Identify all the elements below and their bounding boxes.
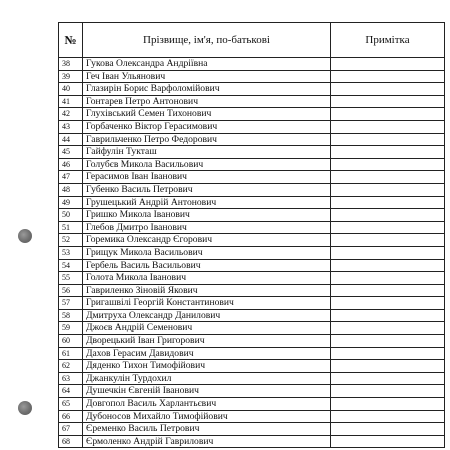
table-row xyxy=(59,372,445,385)
table-row xyxy=(59,58,445,71)
row-note xyxy=(331,372,445,385)
table-row xyxy=(59,272,445,285)
row-full-name: Дмитруха Олександр Данилович xyxy=(83,309,331,322)
row-note xyxy=(331,209,445,222)
table-row xyxy=(59,95,445,108)
row-note xyxy=(331,221,445,234)
table-row xyxy=(59,309,445,322)
table-row xyxy=(59,234,445,247)
row-number: 53 xyxy=(59,246,83,259)
row-note xyxy=(331,423,445,436)
row-full-name: Дахов Герасим Давидович xyxy=(83,347,331,360)
row-number: 60 xyxy=(59,335,83,348)
row-number: 41 xyxy=(59,95,83,108)
row-note xyxy=(331,398,445,411)
row-note xyxy=(331,171,445,184)
row-number: 55 xyxy=(59,272,83,285)
row-full-name: Душечкін Євгеній Іванович xyxy=(83,385,331,398)
table-row xyxy=(59,133,445,146)
row-full-name: Гайфулін Тукташ xyxy=(83,146,331,159)
row-number: 42 xyxy=(59,108,83,121)
row-full-name: Дубоносов Михайло Тимофійович xyxy=(83,410,331,423)
row-note xyxy=(331,272,445,285)
row-full-name: Джанкулін Турдохил xyxy=(83,372,331,385)
row-full-name: Дворецький Іван Григорович xyxy=(83,335,331,348)
row-full-name: Єременко Василь Петрович xyxy=(83,423,331,436)
table-row xyxy=(59,398,445,411)
row-note xyxy=(331,347,445,360)
row-full-name: Глазирін Борис Варфоломійович xyxy=(83,83,331,96)
row-full-name: Гонтарев Петро Антонович xyxy=(83,95,331,108)
row-note xyxy=(331,335,445,348)
row-note xyxy=(331,70,445,83)
table-row xyxy=(59,347,445,360)
row-number: 62 xyxy=(59,360,83,373)
table-row xyxy=(59,297,445,310)
row-full-name: Гришко Микола Іванович xyxy=(83,209,331,222)
table-row xyxy=(59,83,445,96)
row-number: 47 xyxy=(59,171,83,184)
row-number: 68 xyxy=(59,435,83,448)
table-row xyxy=(59,435,445,448)
row-number: 59 xyxy=(59,322,83,335)
row-full-name: Довгопол Василь Харлантьєвич xyxy=(83,398,331,411)
row-note xyxy=(331,410,445,423)
table-row xyxy=(59,410,445,423)
row-note xyxy=(331,385,445,398)
row-note xyxy=(331,95,445,108)
row-number: 50 xyxy=(59,209,83,222)
row-number: 49 xyxy=(59,196,83,209)
row-number: 40 xyxy=(59,83,83,96)
row-full-name: Герасимов Іван Іванович xyxy=(83,171,331,184)
row-number: 46 xyxy=(59,158,83,171)
row-full-name: Гербель Василь Васильович xyxy=(83,259,331,272)
table-row xyxy=(59,209,445,222)
table-row xyxy=(59,158,445,171)
row-full-name: Горбаченко Віктор Герасимович xyxy=(83,120,331,133)
row-full-name: Губенко Василь Петрович xyxy=(83,183,331,196)
table-row xyxy=(59,360,445,373)
roster-table xyxy=(58,22,445,448)
binder-hole-lower xyxy=(18,401,32,415)
row-full-name: Грищук Микола Васильович xyxy=(83,246,331,259)
row-full-name: Джоєв Андрій Семенович xyxy=(83,322,331,335)
row-full-name: Дяденко Тихон Тимофійович xyxy=(83,360,331,373)
row-note xyxy=(331,133,445,146)
row-full-name: Гаврильченко Петро Федорович xyxy=(83,133,331,146)
row-number: 54 xyxy=(59,259,83,272)
row-number: 43 xyxy=(59,120,83,133)
table-row xyxy=(59,146,445,159)
row-full-name: Гавриленко Зіновій Якович xyxy=(83,284,331,297)
table-row xyxy=(59,322,445,335)
row-note xyxy=(331,83,445,96)
binder-hole-upper xyxy=(18,229,32,243)
row-full-name: Голота Микола Іванович xyxy=(83,272,331,285)
row-full-name: Єрмоленко Андрій Гаврилович xyxy=(83,435,331,448)
row-note xyxy=(331,108,445,121)
row-number: 39 xyxy=(59,70,83,83)
row-number: 57 xyxy=(59,297,83,310)
table-row xyxy=(59,70,445,83)
row-number: 44 xyxy=(59,133,83,146)
row-number: 67 xyxy=(59,423,83,436)
row-full-name: Геч Іван Ульянович xyxy=(83,70,331,83)
row-full-name: Григашвілі Георгій Константинович xyxy=(83,297,331,310)
row-number: 51 xyxy=(59,221,83,234)
row-full-name: Горемика Олександр Єгорович xyxy=(83,234,331,247)
row-note xyxy=(331,234,445,247)
row-number: 38 xyxy=(59,58,83,71)
row-number: 65 xyxy=(59,398,83,411)
table-row xyxy=(59,423,445,436)
row-note xyxy=(331,435,445,448)
row-number: 66 xyxy=(59,410,83,423)
row-note xyxy=(331,309,445,322)
table-row xyxy=(59,385,445,398)
row-full-name: Грушецький Андрій Антонович xyxy=(83,196,331,209)
table-header xyxy=(59,23,445,58)
row-note xyxy=(331,183,445,196)
row-note xyxy=(331,196,445,209)
table-row xyxy=(59,335,445,348)
row-note xyxy=(331,297,445,310)
row-note xyxy=(331,246,445,259)
table-row xyxy=(59,246,445,259)
row-full-name: Гукова Олександра Андріївна xyxy=(83,58,331,71)
table-row xyxy=(59,108,445,121)
header-number: № xyxy=(59,23,83,58)
header-note: Примітка xyxy=(331,23,445,58)
table-row xyxy=(59,120,445,133)
table-body xyxy=(59,58,445,448)
row-full-name: Голубєв Микола Васильович xyxy=(83,158,331,171)
table-row xyxy=(59,196,445,209)
row-note xyxy=(331,146,445,159)
row-number: 56 xyxy=(59,284,83,297)
table-row xyxy=(59,171,445,184)
row-note xyxy=(331,58,445,71)
table-row xyxy=(59,183,445,196)
row-note xyxy=(331,120,445,133)
table-row xyxy=(59,221,445,234)
row-full-name: Глухівський Семен Тихонович xyxy=(83,108,331,121)
row-number: 58 xyxy=(59,309,83,322)
row-number: 52 xyxy=(59,234,83,247)
row-full-name: Глебов Дмитро Іванович xyxy=(83,221,331,234)
row-number: 61 xyxy=(59,347,83,360)
table-row xyxy=(59,259,445,272)
row-note xyxy=(331,360,445,373)
header-full-name: Прізвище, ім'я, по-батькові xyxy=(83,23,331,58)
row-note xyxy=(331,284,445,297)
row-number: 48 xyxy=(59,183,83,196)
row-note xyxy=(331,322,445,335)
row-number: 63 xyxy=(59,372,83,385)
row-note xyxy=(331,259,445,272)
row-number: 64 xyxy=(59,385,83,398)
row-number: 45 xyxy=(59,146,83,159)
table-row xyxy=(59,284,445,297)
row-note xyxy=(331,158,445,171)
header-row xyxy=(59,23,445,58)
